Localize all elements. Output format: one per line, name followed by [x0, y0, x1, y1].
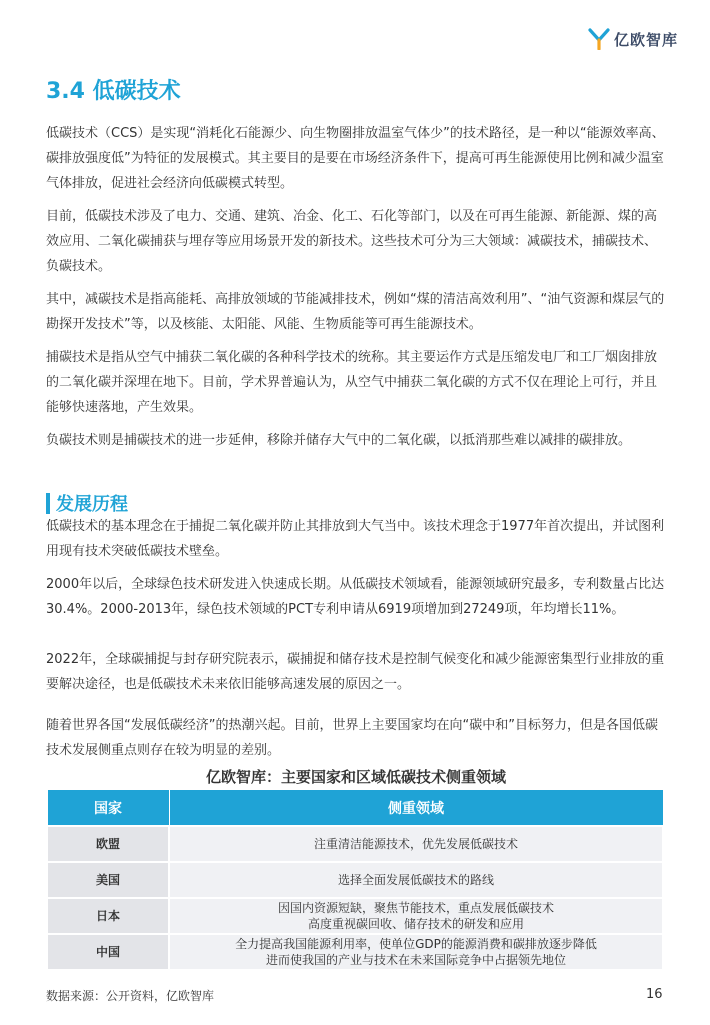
history-paragraph-2: 2000年以后，全球绿色技术研发进入快速成长期。从低碳技术领域看，能源领域研究最多，专利数量占比达30.4%。2000-2013年，绿色技术领域的PCT专利申请从6919项增加到27249项，年均增长11%。 [46, 577, 665, 617]
focus-cell [169, 934, 663, 970]
table-row [47, 826, 663, 862]
history-paragraph-1: 低碳技术的基本理念在于捕捉二氧化碳并防止其排放到大气当中。该技术理念于1977年首次提出，并试图利用现有技术突破低碳技术壁垒。 [46, 519, 665, 559]
section-title: 3.4 低碳技术 [46, 79, 181, 104]
focus-areas-table [46, 789, 664, 971]
focus-line: 全力提高我国能源利用率，使单位GDP的能源消费和碳排放逐步降低 [235, 937, 597, 951]
intro-paragraph-1: 低碳技术（CCS）是实现“消耗化石能源少、向生物圈排放温室气体少”的技术路径，是一种以“能源效率高、碳排放强度低”为特征的发展模式。其主要目的是要在市场经济条件下，提高可再生能源使用比例和减少温室气体排放，促进社会经济向低碳模式转型。 [46, 126, 665, 191]
heading-accent-bar [46, 493, 50, 514]
country-cell: 中国 [47, 934, 169, 970]
table-title: 亿欧智库：主要国家和区域低碳技术侧重领域 [205, 768, 506, 786]
history-title: 发展历程 [56, 494, 128, 515]
table-header-row [47, 790, 663, 827]
country-cell: 美国 [47, 862, 169, 898]
table-row [47, 862, 663, 898]
table-row [47, 934, 663, 970]
intro-paragraph-5: 负碳技术则是捕碳技术的进一步延伸，移除并储存大气中的二氧化碳，以抵消那些难以减排的碳排放。 [46, 433, 632, 448]
country-cell: 日本 [47, 898, 169, 934]
history-paragraph-3: 2022年，全球碳捕捉与封存研究院表示，碳捕捉和储存技术是控制气候变化和减少能源密集型行业排放的重要解决途径，也是低碳技术未来依旧能够高速发展的原因之一。 [46, 652, 665, 692]
history-paragraph-4: 随着世界各国“发展低碳经济”的热潮兴起。目前，世界上主要国家均在向“碳中和”目标努力，但是各国低碳技术发展侧重点则存在较为明显的差别。 [46, 718, 658, 758]
focus-cell [169, 898, 663, 934]
header-focus: 侧重领域 [169, 790, 663, 827]
focus-cell [169, 862, 663, 898]
focus-line: 因国内资源短缺，聚焦节能技术，重点发展低碳技术 [277, 901, 554, 915]
yiou-logo-icon [588, 28, 610, 50]
focus-line: 注重清洁能源技术，优先发展低碳技术 [313, 837, 518, 851]
table-row [47, 898, 663, 934]
country-cell: 欧盟 [47, 826, 169, 862]
brand-name: 亿欧智库 [614, 30, 679, 49]
data-source-note: 数据来源：公开资料，亿欧智库 [46, 989, 215, 1003]
page-number: 16 [646, 987, 663, 1002]
focus-line: 高度重视碳回收、储存技术的研发和应用 [307, 917, 524, 931]
intro-paragraph-4: 捕碳技术是指从空气中捕获二氧化碳的各种科学技术的统称。其主要运作方式是压缩发电厂和工厂烟囱排放的二氧化碳并深埋在地下。目前，学术界普遍认为，从空气中捕获二氧化碳的方式不仅在理论上可行，并且能够快速落地，产生效果。 [46, 350, 658, 415]
intro-paragraph-3: 其中，减碳技术是指高能耗、高排放领域的节能减排技术，例如“煤的清洁高效利用”、“油气资源和煤层气的勘探开发技术”等，以及核能、太阳能、风能、生物质能等可再生能源技术。 [46, 292, 665, 332]
intro-paragraph-2: 目前，低碳技术涉及了电力、交通、建筑、冶金、化工、石化等部门，以及在可再生能源、新能源、煤的高效应用、二氧化碳捕获与埋存等应用场景开发的新技术。这些技术可分为三大领域：减碳技术，捕碳技术、负碳技术。 [46, 209, 658, 274]
focus-line: 选择全面发展低碳技术的路线 [337, 873, 494, 887]
history-heading [46, 490, 128, 516]
brand-logo [588, 28, 678, 50]
focus-cell [169, 826, 663, 862]
header-country: 国家 [47, 790, 169, 827]
focus-line: 进而使我国的产业与技术在未来国际竞争中占据领先地位 [265, 953, 566, 967]
